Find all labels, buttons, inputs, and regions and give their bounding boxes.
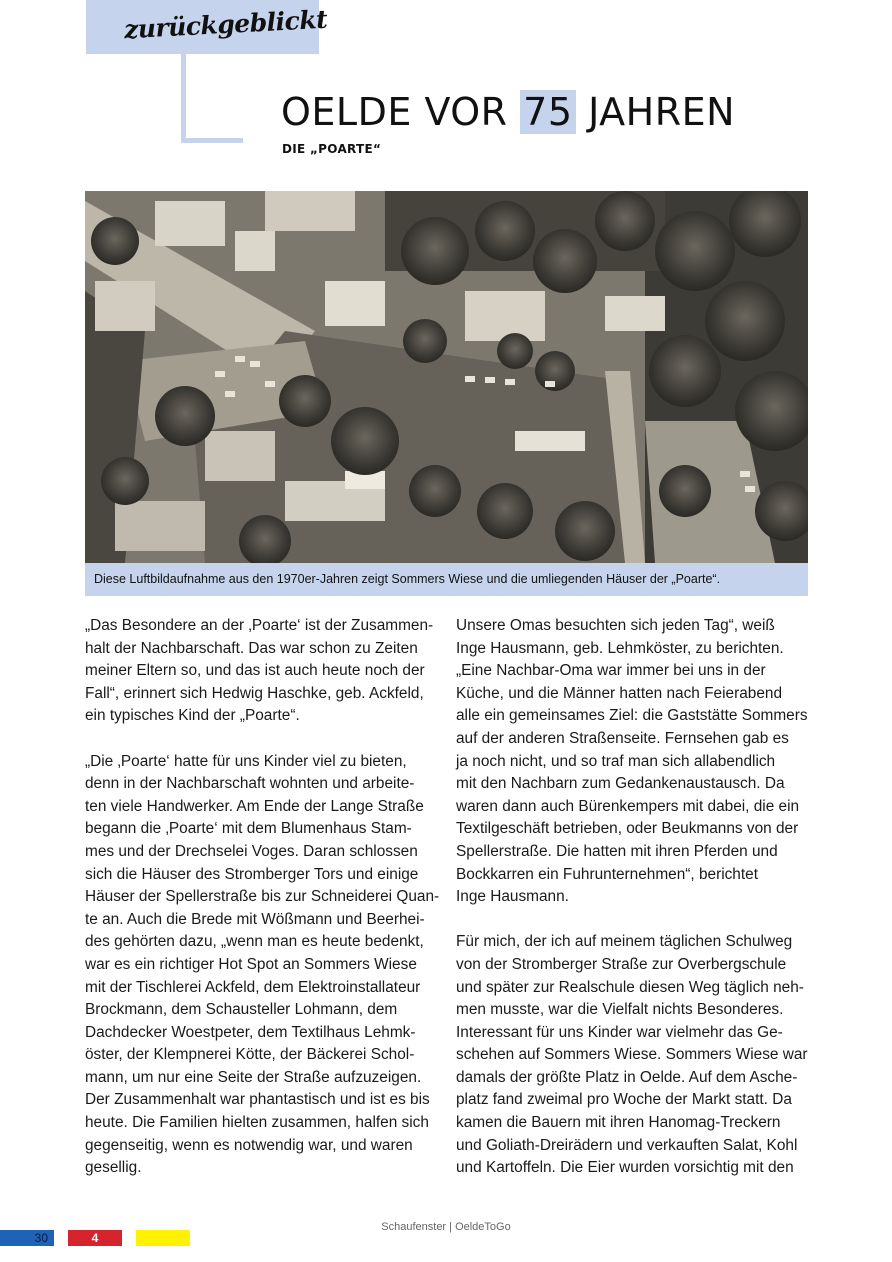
text-line: kamen die Bauern mit ihren Hanomag-Treckern: [456, 1114, 781, 1132]
edition-number-bar: [68, 1230, 122, 1246]
text-line: „Eine Nachbar-Oma war immer bei uns in der: [456, 662, 766, 680]
paragraph: [85, 615, 440, 728]
text-line: mes und der Drechselei Voges. Daran schlossen: [85, 842, 418, 860]
article-column-left: [85, 615, 440, 1202]
text-line: alle ein gemeinsames Ziel: die Gaststätte Sommers: [456, 707, 808, 725]
text-line: Spellerstraße. Die hatten mit ihren Pferden und: [456, 842, 778, 860]
page-title: [281, 90, 735, 134]
text-line: begann die ‚Poarte‘ mit dem Blumenhaus Stam-: [85, 820, 412, 838]
text-line: Für mich, der ich auf meinem täglichen Schulweg: [456, 933, 793, 951]
text-line: gesellig.: [85, 1159, 142, 1177]
text-line: auf der anderen Straßenseite. Fernsehen gab es: [456, 729, 789, 747]
text-line: ten viele Handwerker. Am Ende der Lange Straße: [85, 797, 424, 815]
text-line: mit der Tischlerei Ackfeld, dem Elektroinstallateur: [85, 978, 421, 996]
text-line: des gehörten dazu, „wenn man es heute bedenkt,: [85, 933, 424, 951]
text-line: mit den Nachbarn zum Gedankenaustausch. Da: [456, 775, 785, 793]
publication-footer: Schaufenster | OeldeToGo: [381, 1221, 511, 1233]
paragraph: [85, 751, 440, 1180]
text-line: ein typisches Kind der „Poarte“.: [85, 707, 300, 725]
text-line: und Kartoffeln. Die Eier wurden vorsichtig mit den: [456, 1159, 794, 1177]
aerial-photo: [85, 191, 808, 563]
text-line: Häuser der Spellerstraße bis zur Schneiderei Quan-: [85, 888, 440, 906]
text-line: Dachdecker Woestpeter, dem Textilhaus Lehmk-: [85, 1023, 416, 1041]
page-number-bar: [0, 1230, 54, 1246]
text-line: denn in der Nachbarschaft wohnten und arbeite-: [85, 775, 415, 793]
edition-number: 4: [91, 1231, 99, 1245]
page-title-prefix: OELDE VOR: [281, 90, 521, 134]
text-line: damals der größte Platz in Oelde. Auf dem Asche-: [456, 1068, 798, 1086]
text-line: meiner Eltern so, und das ist auch heute noch der: [85, 662, 425, 680]
text-line: Inge Hausmann, geb. Lehmköster, zu berichten.: [456, 639, 784, 657]
text-line: Inge Hausmann.: [456, 888, 569, 906]
text-line: Interessant für uns Kinder war vielmehr das Ge-: [456, 1023, 783, 1041]
text-line: mann, um nur eine Seite der Straße aufzuzeigen.: [85, 1068, 422, 1086]
text-line: men musste, war die Vielfalt nichts Besonderes.: [456, 1001, 784, 1019]
kicker-connector-horizontal: [181, 138, 243, 143]
page-title-number: 75: [520, 90, 575, 134]
color-bar-yellow: [136, 1230, 190, 1246]
text-line: Unsere Omas besuchten sich jeden Tag“, weiß: [456, 617, 775, 634]
page-subtitle: DIE „POARTE“: [282, 142, 382, 156]
paragraph: [456, 931, 811, 1180]
kicker-connector-vertical: [181, 54, 186, 143]
text-line: von der Stromberger Straße zur Overbergschule: [456, 955, 787, 973]
text-line: schehen auf Sommers Wiese. Sommers Wiese war: [456, 1046, 808, 1064]
section-kicker-label: zurückgeblickt: [123, 4, 328, 45]
text-line: „Die ‚Poarte‘ hatte für uns Kinder viel zu bieten,: [85, 752, 407, 770]
text-line: waren dann auch Bürenkempers mit dabei, die ein: [456, 797, 800, 815]
text-line: te an. Auch die Brede mit Wößmann und Beerhei-: [85, 910, 425, 928]
text-line: Fall“, erinnert sich Hedwig Haschke, geb. Ackfeld,: [85, 684, 424, 702]
text-line: Textilgeschäft betrieben, oder Beukmanns von der: [456, 820, 799, 838]
text-line: Küche, und die Männer hatten nach Feierabend: [456, 684, 782, 702]
aerial-photo-drawing: [85, 191, 808, 563]
text-line: gegenseitig, wenn es notwendig war, und waren: [85, 1136, 413, 1154]
page-number: 30: [34, 1231, 48, 1245]
text-line: sich die Häuser des Stromberger Tors und einige: [85, 865, 419, 883]
page-title-suffix: JAHREN: [575, 90, 736, 134]
text-line: heute. Die Familien hielten zusammen, halfen sich: [85, 1114, 429, 1132]
text-line: ja noch nicht, und so traf man sich allabendlich: [456, 752, 776, 770]
text-line: halt der Nachbarschaft. Das war schon zu Zeiten: [85, 639, 418, 657]
text-line: öster, der Klempnerei Kötte, der Bäckerei Schol-: [85, 1046, 415, 1064]
paragraph: [456, 615, 811, 909]
text-line: „Das Besondere an der ‚Poarte‘ ist der Zusammen-: [85, 617, 434, 634]
photo-caption: Diese Luftbildaufnahme aus den 1970er-Jahren zeigt Sommers Wiese und die umliegenden Häuser der „Poarte“.: [85, 563, 808, 596]
article-column-right: [456, 615, 811, 1202]
text-line: und später zur Realschule diesen Weg täglich neh-: [456, 978, 804, 996]
text-line: Bockkarren ein Fuhrunternehmen“, berichtet: [456, 865, 758, 883]
text-line: war es ein richtiger Hot Spot an Sommers Wiese: [85, 955, 417, 973]
section-kicker: [86, 0, 328, 54]
text-line: Der Zusammenhalt war phantastisch und ist es bis: [85, 1091, 430, 1109]
text-line: Brockmann, dem Schausteller Lohmann, dem: [85, 1001, 398, 1019]
text-line: platz fand zweimal pro Woche der Markt statt. Da: [456, 1091, 792, 1109]
text-line: und Goliath-Dreirädern und verkauften Salat, Kohl: [456, 1136, 798, 1154]
